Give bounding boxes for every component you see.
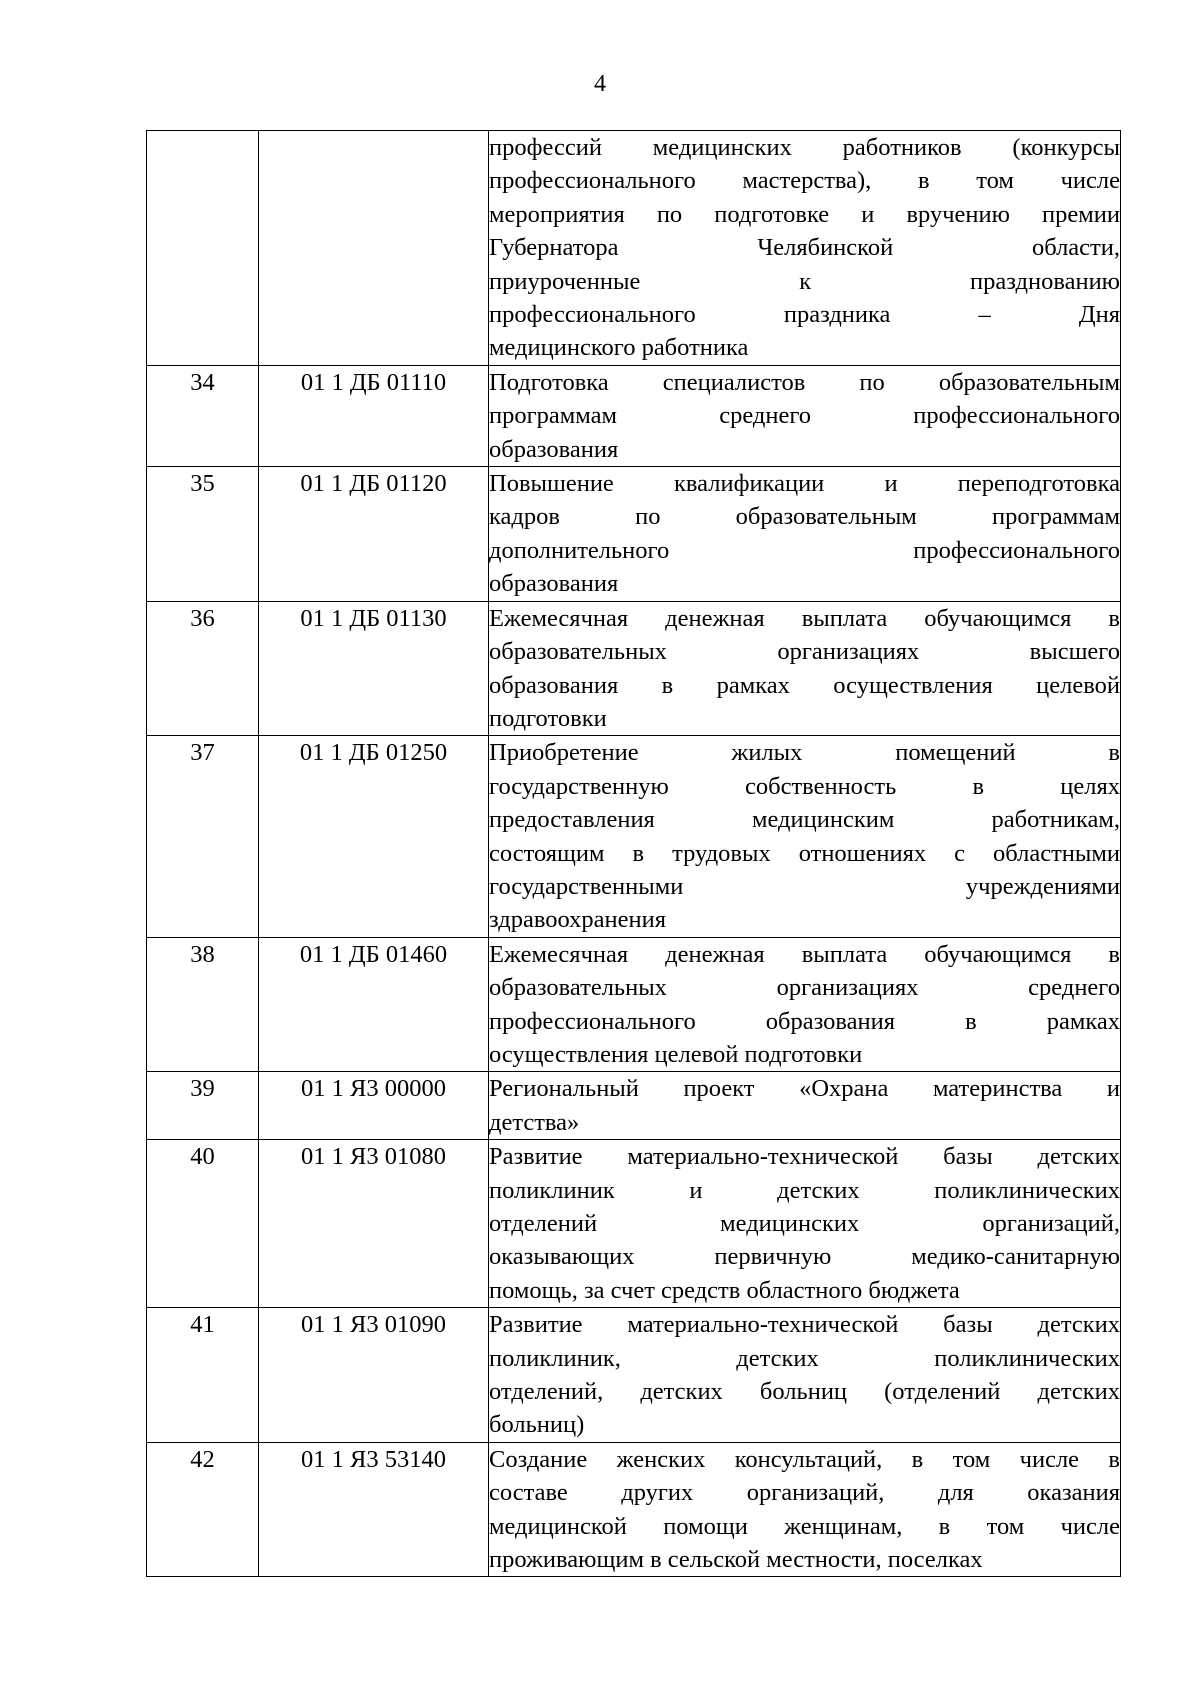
description-line: Ежемесячная денежная выплата обучающимся в xyxy=(489,940,1120,968)
description-line: медицинской помощи женщинам, в том числе xyxy=(489,1512,1120,1540)
description-line: профессионального мастерства), в том числе xyxy=(489,167,1120,195)
row-number-cell: 36 xyxy=(147,601,259,736)
description-line: профессий медицинских работников (конкурсы xyxy=(489,134,1120,161)
table-row xyxy=(147,1140,1121,1308)
description-cell xyxy=(489,1442,1121,1577)
description-cell xyxy=(489,1308,1121,1443)
description-line: отделений медицинских организаций, xyxy=(489,1210,1120,1237)
description-cell xyxy=(489,1140,1121,1308)
table-row xyxy=(147,601,1121,736)
row-number-cell xyxy=(147,131,259,366)
description-line: профессионального образования в рамках xyxy=(489,1007,1120,1035)
table-row xyxy=(147,1072,1121,1140)
description-line: государственную собственность в целях xyxy=(489,772,1120,800)
table-body xyxy=(147,131,1121,1577)
row-number-cell: 40 xyxy=(147,1140,259,1308)
description-line: образовательных организациях среднего xyxy=(489,974,1120,1002)
description-line: осуществления целевой подготовки xyxy=(489,1040,863,1068)
target-code-cell: 01 1 Я3 53140 xyxy=(259,1442,489,1577)
row-number-cell: 37 xyxy=(147,736,259,937)
row-number-cell: 39 xyxy=(147,1072,259,1140)
row-number-cell: 34 xyxy=(147,365,259,466)
description-line: медицинского работника xyxy=(489,334,749,362)
description-cell xyxy=(489,736,1121,937)
target-code-cell: 01 1 ДБ 01120 xyxy=(259,467,489,602)
description-line: Создание женских консультаций, в том числе в xyxy=(489,1445,1120,1473)
target-code-cell: 01 1 ДБ 01460 xyxy=(259,937,489,1072)
budget-classification-table xyxy=(146,130,1121,1577)
target-code-cell: 01 1 Я3 01090 xyxy=(259,1308,489,1443)
description-line: Губернатора Челябинской области, xyxy=(489,234,1120,262)
target-code-cell: 01 1 ДБ 01130 xyxy=(259,601,489,736)
target-code-cell: 01 1 ДБ 01110 xyxy=(259,365,489,466)
description-line: приуроченные к празднованию xyxy=(489,267,1120,295)
description-line: оказывающих первичную медико-санитарную xyxy=(489,1243,1120,1271)
description-line: Приобретение жилых помещений в xyxy=(489,739,1120,767)
target-code-cell xyxy=(259,131,489,366)
description-line: дополнительного профессионального xyxy=(489,536,1120,564)
description-line: Ежемесячная денежная выплата обучающимся в xyxy=(489,604,1120,632)
description-line: отделений, детских больниц (отделений детских xyxy=(489,1378,1120,1406)
description-line: образования в рамках осуществления целевой xyxy=(489,671,1120,699)
description-line: поликлиник и детских поликлинических xyxy=(489,1176,1120,1204)
description-line: кадров по образовательным программам xyxy=(489,503,1120,531)
description-line: больниц) xyxy=(489,1411,585,1439)
page-number: 4 xyxy=(594,71,606,97)
description-line: образования xyxy=(489,570,619,598)
description-line: профессионального праздника – Дня xyxy=(489,301,1120,329)
description-cell xyxy=(489,131,1121,366)
description-line: подготовки xyxy=(489,704,607,732)
target-code-cell: 01 1 Я3 01080 xyxy=(259,1140,489,1308)
description-line: проживающим в сельской местности, поселках xyxy=(489,1546,983,1574)
row-number-cell: 38 xyxy=(147,937,259,1072)
table-row xyxy=(147,365,1121,466)
description-line: поликлиник, детских поликлинических xyxy=(489,1344,1120,1372)
description-line: образовательных организациях высшего xyxy=(489,638,1120,666)
target-code-cell: 01 1 ДБ 01250 xyxy=(259,736,489,937)
table-row xyxy=(147,131,1121,366)
description-line: мероприятия по подготовке и вручению премии xyxy=(489,200,1120,228)
description-line: программам среднего профессионального xyxy=(489,402,1120,430)
table-row xyxy=(147,736,1121,937)
description-line: государственными учреждениями xyxy=(489,872,1120,900)
description-line: Развитие материально-технической базы детских xyxy=(489,1143,1120,1171)
description-cell xyxy=(489,937,1121,1072)
description-cell xyxy=(489,601,1121,736)
row-number-cell: 42 xyxy=(147,1442,259,1577)
description-cell xyxy=(489,1072,1121,1140)
description-line: Развитие материально-технической базы детских xyxy=(489,1311,1120,1339)
description-line: помощь, за счет средств областного бюджета xyxy=(489,1276,960,1304)
description-line: детства» xyxy=(489,1108,580,1136)
description-line: образования xyxy=(489,435,619,463)
description-cell xyxy=(489,467,1121,602)
table-row xyxy=(147,467,1121,602)
row-number-cell: 41 xyxy=(147,1308,259,1443)
description-line: состоящим в трудовых отношениях с областными xyxy=(489,839,1120,867)
description-line: Региональный проект «Охрана материнства и xyxy=(489,1075,1120,1103)
table-row xyxy=(147,1308,1121,1443)
table-row xyxy=(147,1442,1121,1577)
description-line: составе других организаций, для оказания xyxy=(489,1479,1120,1507)
description-line: Повышение квалификации и переподготовка xyxy=(489,470,1120,498)
description-line: здравоохранения xyxy=(489,906,666,934)
description-cell xyxy=(489,365,1121,466)
description-line: Подготовка специалистов по образовательным xyxy=(489,368,1120,396)
description-line: предоставления медицинским работникам, xyxy=(489,806,1120,834)
table-row xyxy=(147,937,1121,1072)
target-code-cell: 01 1 Я3 00000 xyxy=(259,1072,489,1140)
row-number-cell: 35 xyxy=(147,467,259,602)
